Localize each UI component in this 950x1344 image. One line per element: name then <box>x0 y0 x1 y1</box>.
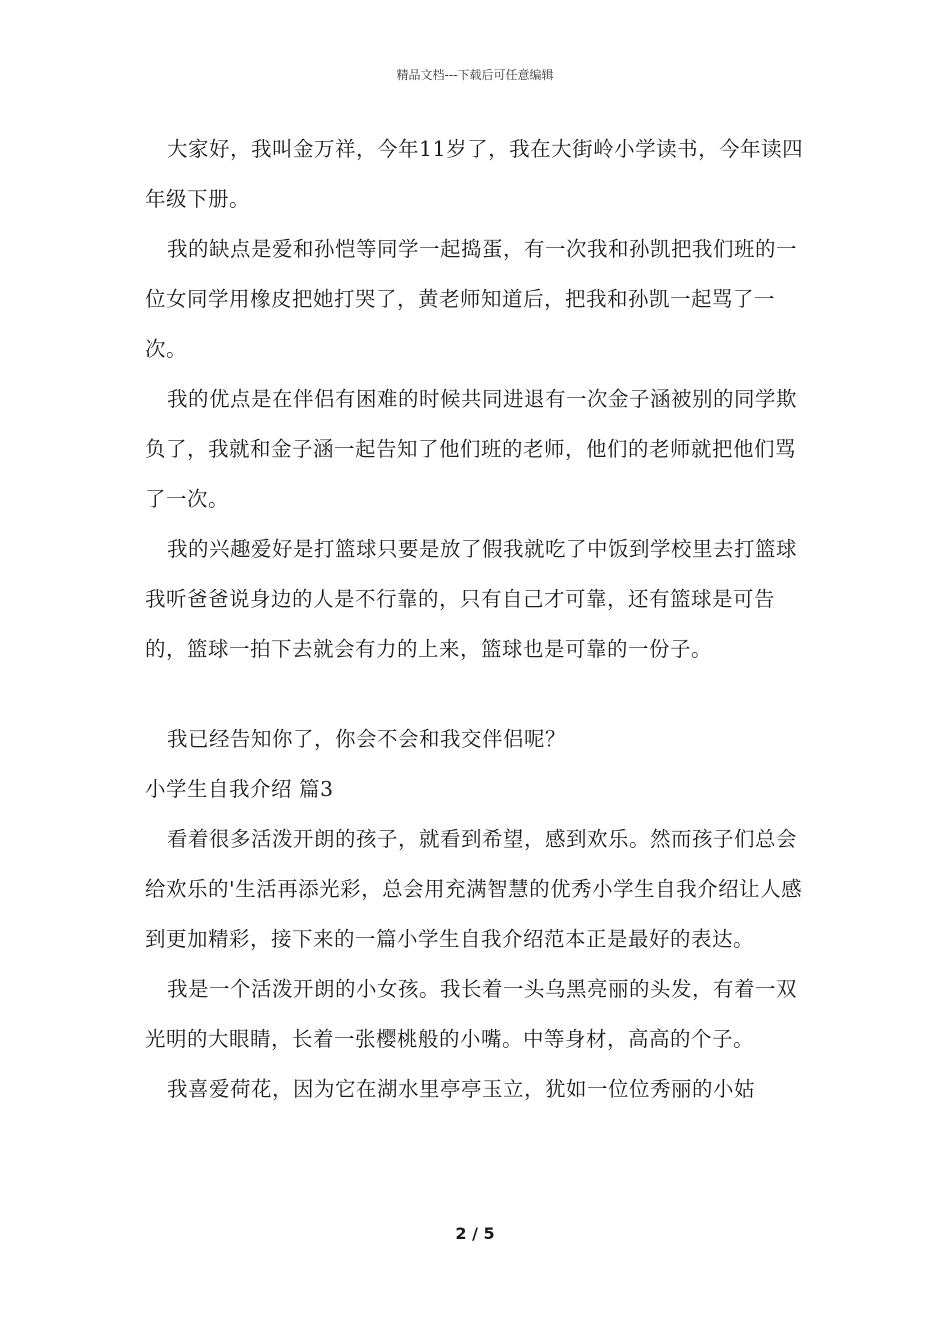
paragraph-spacer <box>145 674 815 714</box>
paragraph-closing-question: 我已经告知你了，你会不会和我交伴侣呢？ <box>167 727 566 751</box>
paragraph-shortcoming: 我的缺点是爱和孙恺等同学一起捣蛋，有一次我和孙凯把我们班的一位女同学用橡皮把她打哭了，黄老师知道后，把我和孙凯一起骂了一次。 <box>145 237 797 361</box>
paragraph-strength: 我的优点是在伴侣有困难的时候共同进退有一次金子涵被别的同学欺负了，我就和金子涵一起告知了他们班的老师，他们的老师就把他们骂了一次。 <box>145 387 797 511</box>
paragraph-hobby: 我的兴趣爱好是打篮球只要是放了假我就吃了中饭到学校里去打篮球我听爸爸说身边的人是不行靠的，只有自己才可靠，还有篮球是可告的，篮球一拍下去就会有力的上来，篮球也是可靠的一份子。 <box>145 537 797 661</box>
section-heading: 小学生自我介绍 篇3 <box>145 777 334 801</box>
paragraph-intro: 大家好，我叫金万祥，今年11岁了，我在大街岭小学读书，今年读四年级下册。 <box>145 137 804 211</box>
paragraph-lotus: 我喜爱荷花，因为它在湖水里亭亭玉立，犹如一位位秀丽的小姑 <box>167 1077 755 1101</box>
document-body <box>145 124 815 1114</box>
paragraph-section3-intro: 看着很多活泼开朗的孩子，就看到希望，感到欢乐。然而孩子们总会给欢乐的'生活再添光彩，总会用充满智慧的优秀小学生自我介绍让人感到更加精彩，接下来的一篇小学生自我介绍范本正是最好的表达。 <box>145 827 803 951</box>
paragraph-appearance: 我是一个活泼开朗的小女孩。我长着一头乌黑亮丽的头发，有着一双光明的大眼睛，长着一张樱桃般的小嘴。中等身材，高高的个子。 <box>145 977 797 1051</box>
page-indicator: 2 / 5 <box>455 1224 495 1243</box>
page-header: 精品文档---下载后可任意编辑 <box>396 68 554 82</box>
